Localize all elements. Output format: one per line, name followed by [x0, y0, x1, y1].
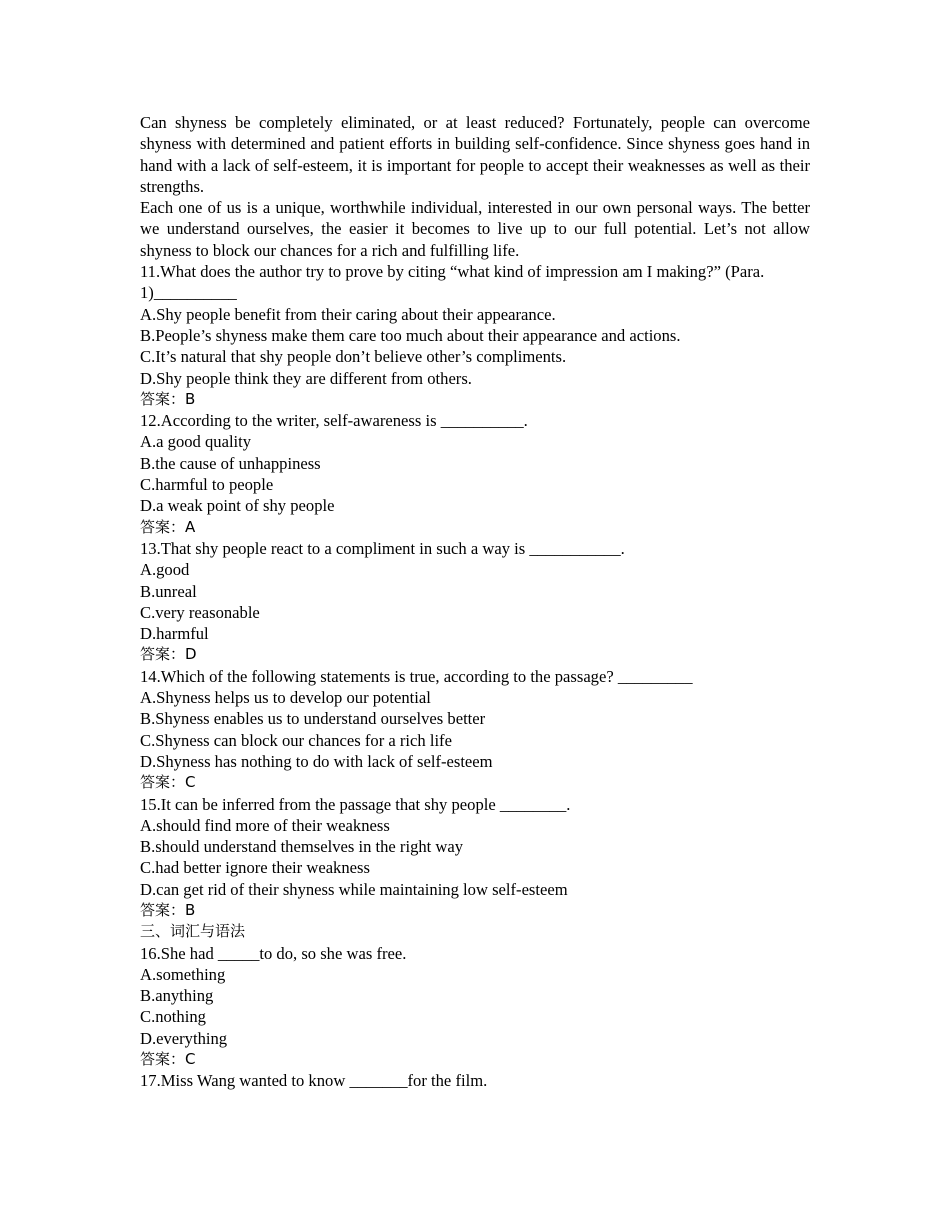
- option: A.a good quality: [140, 432, 252, 452]
- option: C.nothing: [140, 1007, 206, 1027]
- question-stem: 16.She had _____to do, so she was free.: [140, 943, 407, 963]
- answer: 答案：B: [140, 900, 196, 919]
- option: A.Shyness helps us to develop our potential: [140, 688, 431, 708]
- question-stem: 13.That shy people react to a compliment in such a way is ___________.: [140, 538, 625, 558]
- option: B.should understand themselves in the right way: [140, 837, 464, 857]
- option: A.Shy people benefit from their caring about their appearance.: [140, 304, 556, 324]
- option: C.very reasonable: [140, 602, 260, 622]
- option: C.Shyness can block our chances for a rich life: [140, 730, 452, 750]
- option: A.something: [140, 964, 226, 984]
- question-block: [140, 1070, 810, 1091]
- option: C.harmful to people: [140, 475, 274, 495]
- passage-paragraph: Each one of us is a unique, worthwhile individual, interested in our own personal ways. The better we understand ourselves, the easier it becomes to live up to our full potential. Let’s not allow shyness to block our chances for a rich and fulfilling life.: [140, 198, 810, 260]
- question-stem: 17.Miss Wang wanted to know _______for the film.: [140, 1071, 488, 1091]
- question-block: [140, 943, 810, 1071]
- question-stem: 15.It can be inferred from the passage that shy people ________.: [140, 794, 571, 814]
- section-heading: 三、词汇与语法: [140, 922, 246, 941]
- question-block: [140, 794, 810, 922]
- option: A.good: [140, 560, 190, 580]
- option: B.unreal: [140, 581, 197, 601]
- answer: 答案：C: [140, 773, 196, 792]
- question-block: [140, 261, 810, 410]
- answer: 答案：B: [140, 389, 196, 408]
- option: C.It’s natural that shy people don’t believe other’s compliments.: [140, 347, 567, 367]
- option: D.everything: [140, 1028, 228, 1048]
- option: D.Shyness has nothing to do with lack of self-esteem: [140, 751, 493, 771]
- option: B.the cause of unhappiness: [140, 453, 321, 473]
- question-stem: 14.Which of the following statements is true, according to the passage? _________: [140, 666, 693, 686]
- passage-paragraph: Can shyness be completely eliminated, or at least reduced? Fortunately, people can overcome shyness with determined and patient efforts in building self-confidence. Since shyness goes hand in hand with a lack of self-esteem, it is important for people to accept their weaknesses as well as their strengths.: [140, 113, 810, 196]
- option: D.harmful: [140, 624, 209, 644]
- option: B.Shyness enables us to understand ourselves better: [140, 709, 486, 729]
- answer: 答案：D: [140, 645, 197, 664]
- option: B.anything: [140, 986, 214, 1006]
- question-stem: 11.What does the author try to prove by citing “what kind of impression am I making?” (Para. 1)__________: [140, 262, 765, 303]
- document-page: [140, 112, 810, 1092]
- option: A.should find more of their weakness: [140, 815, 390, 835]
- option: D.a weak point of shy people: [140, 496, 335, 516]
- answer: 答案：A: [140, 517, 196, 536]
- question-block: [140, 410, 810, 538]
- question-block: [140, 538, 810, 666]
- answer: 答案：C: [140, 1050, 196, 1069]
- question-stem: 12.According to the writer, self-awareness is __________.: [140, 411, 528, 431]
- option: B.People’s shyness make them care too much about their appearance and actions.: [140, 325, 681, 345]
- question-block: [140, 666, 810, 794]
- option: C.had better ignore their weakness: [140, 858, 370, 878]
- option: D.Shy people think they are different from others.: [140, 368, 472, 388]
- option: D.can get rid of their shyness while maintaining low self-esteem: [140, 879, 568, 899]
